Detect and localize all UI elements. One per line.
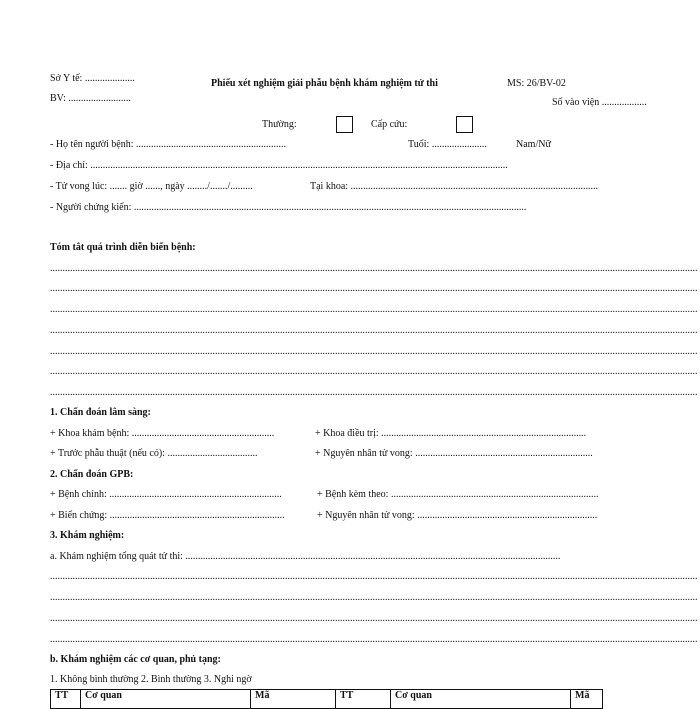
gioi-field: Nam/Nữ [516,139,551,150]
benh-kem-theo-field: + Bệnh kèm theo: ................................................................................... [317,489,599,500]
so-y-te-field: Sở Y tế: .................... [50,73,135,84]
summary-line: ................................................................................................................................................................................................................................................................... [50,325,698,336]
kham-nghiem-line: ................................................................................................................................................................................................................................................................... [50,592,698,603]
bien-chung-field: + Biến chứng: ...................................................................... [50,510,285,521]
tai-khoa-field: Tại khoa: ................................................................................................... [310,181,599,192]
summary-line: ................................................................................................................................................................................................................................................................... [50,346,698,357]
column-header-ma: Mã [251,690,336,709]
status-legend: 1. Không bình thường 2. Bình thường 3. Nghi ngờ [50,674,252,685]
column-header-tt: TT [51,690,81,709]
kham-nghiem-line: ................................................................................................................................................................................................................................................................... [50,571,698,582]
summary-heading: Tóm tắt quá trình diễn biến bệnh: [50,242,196,253]
summary-line: ................................................................................................................................................................................................................................................................... [50,387,698,398]
benh-chinh-field: + Bệnh chính: ..................................................................... [50,489,282,500]
column-header-co-quan: Cơ quan [81,690,251,709]
form-code: MS: 26/BV-02 [507,78,566,89]
summary-line: ................................................................................................................................................................................................................................................................... [50,304,698,315]
bv-field: BV: ......................... [50,93,131,104]
nguyen-nhan-tu-vong-lam-sang-field: + Nguyên nhân tử vong: ....................................................................... [315,448,593,459]
section2-heading: 2. Chẩn đoán GPB: [50,469,134,480]
ho-ten-field: - Họ tên người bệnh: ............................................................ [50,139,286,150]
summary-line: ................................................................................................................................................................................................................................................................... [50,366,698,377]
kham-nghiem-line: ................................................................................................................................................................................................................................................................... [50,613,698,624]
nguoi-chung-kien-field: - Người chứng kiến: ............................................................................................................................................................. [50,202,527,213]
so-vao-vien-field: Số vào viện .................. [552,97,647,108]
cap-cuu-label: Cấp cứu: [371,119,408,130]
nguyen-nhan-tu-vong-gpb-field: + Nguyên nhân tử vong: ........................................................................ [317,510,598,521]
column-header-tt: TT [336,690,391,709]
dia-chi-field: - Địa chỉ: ....................................................................................................................................................................... [50,160,508,171]
form-title: Phiếu xét nghiệm giải phẫu bệnh khám nghiệm tử thi [211,78,438,89]
cap-cuu-checkbox[interactable] [456,116,473,133]
table-header-row [51,690,603,709]
co-quan-heading: b. Khám nghiệm các cơ quan, phủ tạng: [50,654,221,665]
tu-vong-field: - Tử vong lúc: ....... giờ ......, ngày ......../......./......... [50,181,253,192]
column-header-co-quan: Cơ quan [391,690,571,709]
kham-nghiem-line: ................................................................................................................................................................................................................................................................... [50,634,698,645]
section1-heading: 1. Chẩn đoán lâm sàng: [50,407,151,418]
khoa-kham-benh-field: + Khoa khám bệnh: ......................................................... [50,428,275,439]
kham-nghiem-tong-quat-field: a. Khám nghiệm tổng quát tử thi: ...................................................................................................................................................... [50,551,561,562]
truoc-phau-thuat-field: + Trước phẫu thuật (nếu có): .................................... [50,448,258,459]
summary-line: ................................................................................................................................................................................................................................................................... [50,263,698,274]
organ-table [50,689,603,709]
summary-line: ................................................................................................................................................................................................................................................................... [50,283,698,294]
column-header-ma: Mã [571,690,603,709]
section3-heading: 3. Khám nghiệm: [50,530,125,541]
thuong-checkbox[interactable] [336,116,353,133]
thuong-label: Thường: [262,119,297,130]
khoa-dieu-tri-field: + Khoa điều trị: .................................................................................. [315,428,587,439]
tuoi-field: Tuổi: ...................... [408,139,487,150]
